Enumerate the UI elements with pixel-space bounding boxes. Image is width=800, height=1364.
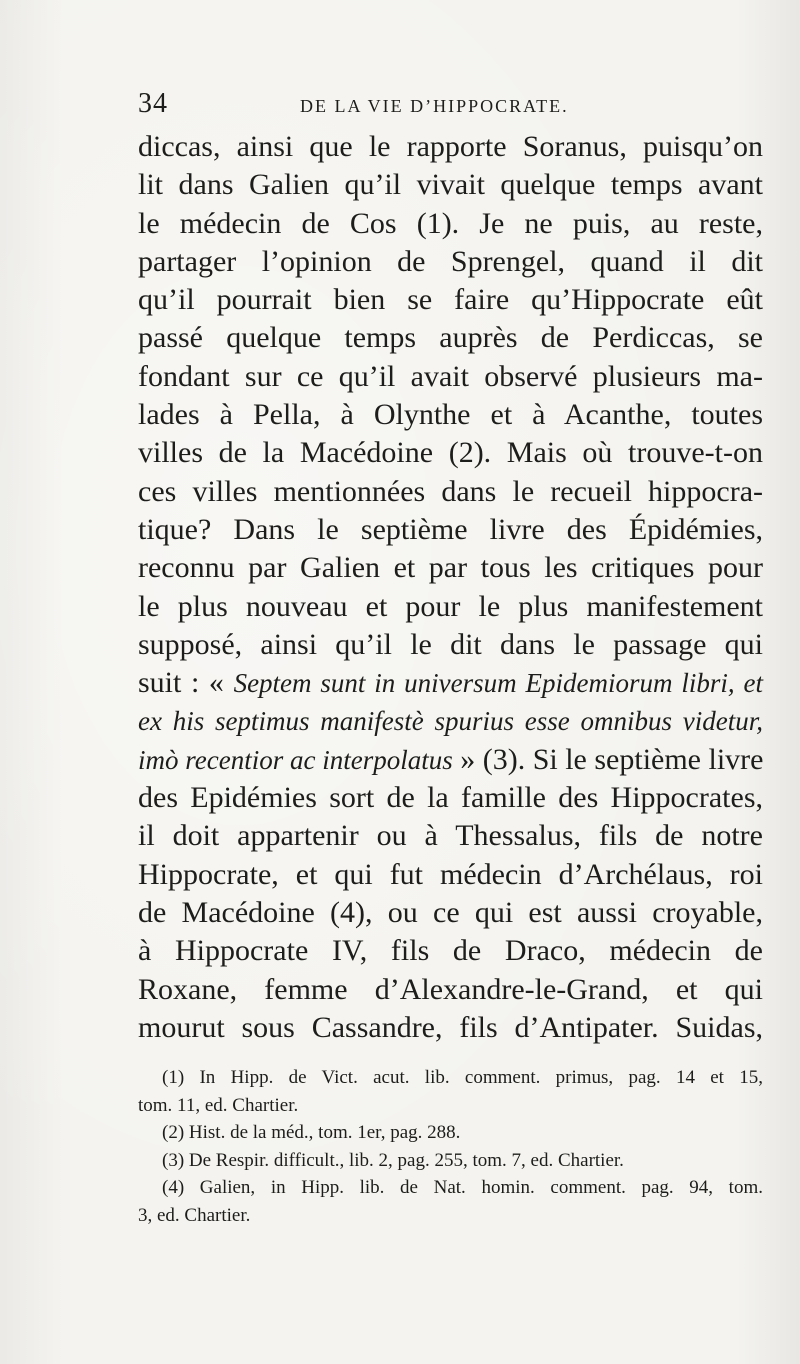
text-line: Hippocrate, et qui fut médecin d’Archélaus, roi (138, 857, 763, 891)
footnote-1: (1) In Hipp. de Vict. acut. lib. comment. primus, pag. 14 et 15, (162, 1067, 763, 1088)
footnote-4: (4) Galien, in Hipp. lib. de Nat. homin. comment. pag. 94, tom. (162, 1177, 763, 1198)
text-line: lades à Pella, à Olynthe et à Acanthe, toutes (138, 398, 763, 432)
footnotes (138, 1064, 763, 1229)
text-line: supposé, ainsi qu’il le dit dans le passage qui (138, 627, 763, 661)
quote-suffix: » (3). Si le septième livre (460, 742, 764, 776)
text-line: Roxane, femme d’Alexandre-le-Grand, et qui (138, 972, 763, 1006)
page-number: 34 (138, 88, 168, 119)
latin-quote: Septem sunt in universum Epidemiorum libri, et (233, 668, 763, 699)
footnote-2: (2) Hist. de la méd., tom. 1er, pag. 288. (162, 1122, 461, 1143)
latin-quote: imò recentior ac interpolatus (138, 744, 453, 775)
text-line: passé quelque temps auprès de Perdiccas, se (138, 321, 763, 355)
quote-line-3 (138, 741, 763, 779)
footnote-4-continued: 3, ed. Chartier. (138, 1204, 251, 1226)
footnote-3: (3) De Respir. difficult., lib. 2, pag. 255, tom. 7, ed. Chartier. (162, 1149, 624, 1171)
text-line: partager l’opinion de Sprengel, quand il dit (138, 244, 763, 278)
text-line: reconnu par Galien et par tous les critiques pour (138, 551, 763, 585)
text-line: tique? Dans le septième livre des Épidémies, (138, 512, 763, 546)
text-line: diccas, ainsi que le rapporte Soranus, puisqu’on (138, 130, 763, 163)
quote-line-1 (138, 664, 763, 702)
text-line: mourut sous Cassandre, fils d’Antipater. Suidas, (138, 1010, 763, 1044)
text-line: il doit appartenir ou à Thessalus, fils de notre (138, 819, 763, 853)
text-line: lit dans Galien qu’il vivait quelque temps avant (138, 168, 763, 202)
text-line: le médecin de Cos (1). Je ne puis, au reste, (138, 206, 763, 240)
text-line: qu’il pourrait bien se faire qu’Hippocrate eût (138, 283, 763, 317)
text-line: villes de la Macédoine (2). Mais où trouve-t-on (138, 436, 763, 470)
text-line: ces villes mentionnées dans le recueil hippocra- (138, 474, 763, 508)
text-line: fondant sur ce qu’il avait observé plusieurs ma- (138, 359, 763, 393)
quote-line-2 (138, 702, 763, 740)
text-line: à Hippocrate IV, fils de Draco, médecin de (138, 934, 763, 968)
page-header (138, 88, 763, 122)
quote-prefix: suit : « (138, 666, 224, 700)
latin-quote: ex his septimus manifestè spurius esse omnibus videtur, (138, 706, 763, 737)
footnote-1-continued: tom. 11, ed. Chartier. (138, 1094, 299, 1116)
main-text (138, 128, 763, 1047)
text-line: le plus nouveau et pour le plus manifestement (138, 589, 763, 623)
text-line: de Macédoine (4), ou ce qui est aussi croyable, (138, 895, 763, 929)
running-head: DE LA VIE D’HIPPOCRATE. (300, 96, 569, 116)
text-line: des Epidémies sort de la famille des Hippocrates, (138, 781, 763, 815)
